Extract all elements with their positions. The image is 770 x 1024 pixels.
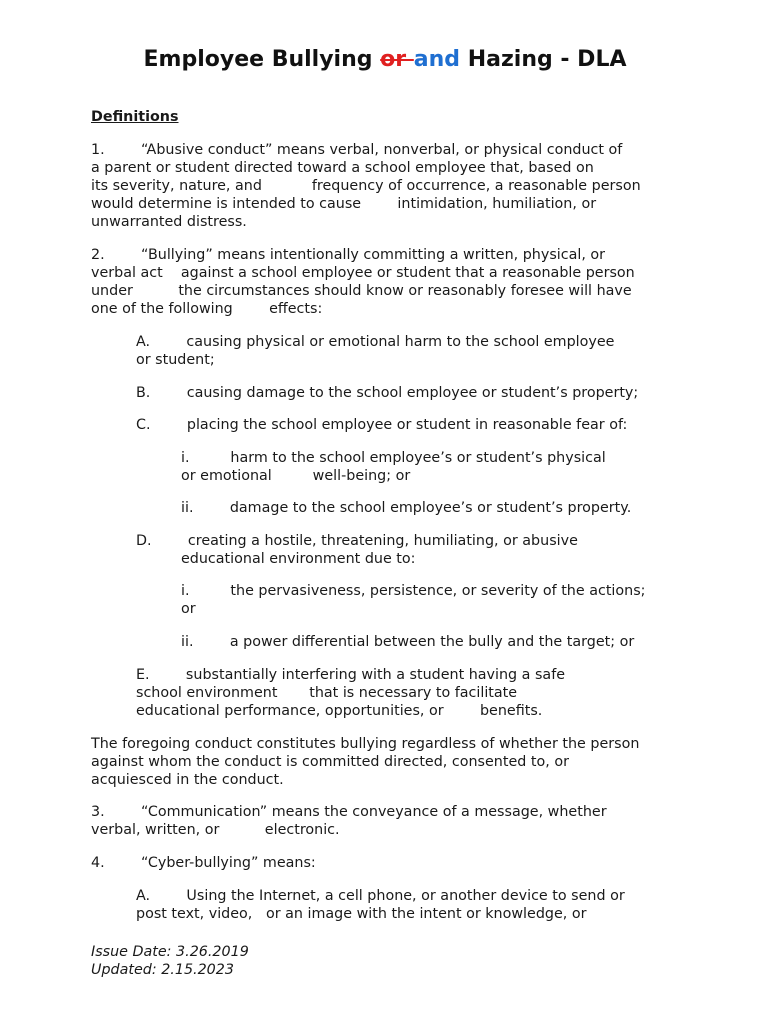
item-1-line-3: its severity, nature, and frequency of occurrence, a reasonable person bbox=[91, 178, 641, 194]
item-4-a-line-2: post text, video, or an image with the intent or knowledge, or bbox=[136, 906, 587, 922]
item-2-line-3: under the circumstances should know or reasonably foresee will have bbox=[91, 283, 632, 299]
item-c-i-line-1: i. harm to the school employee’s or student’s physical bbox=[181, 450, 606, 466]
title-inserted-word: and bbox=[413, 47, 461, 72]
item-2-line-2: verbal act against a school employee or student that a reasonable person bbox=[91, 265, 635, 281]
item-4: 4. “Cyber-bullying” means: bbox=[91, 855, 316, 871]
document-title bbox=[0, 46, 770, 74]
item-e-line-3: educational performance, opportunities, or benefits. bbox=[136, 703, 543, 719]
definitions-heading: Definitions bbox=[91, 109, 179, 125]
item-c: C. placing the school employee or student in reasonable fear of: bbox=[136, 417, 628, 433]
item-c-ii: ii. damage to the school employee’s or student’s property. bbox=[181, 500, 632, 516]
item-d-i-line-1: i. the pervasiveness, persistence, or severity of the actions; bbox=[181, 583, 646, 599]
item-d-ii: ii. a power differential between the bully and the target; or bbox=[181, 634, 635, 650]
item-1-line-5: unwarranted distress. bbox=[91, 214, 247, 230]
footer-updated-date: Updated: 2.15.2023 bbox=[91, 962, 234, 978]
item-c-i-line-2: or emotional well-being; or bbox=[181, 468, 411, 484]
item-d-i-line-2: or bbox=[181, 601, 196, 617]
foregoing-line-1: The foregoing conduct constitutes bullying regardless of whether the person bbox=[91, 736, 640, 752]
item-a-line-1: A. causing physical or emotional harm to the school employee bbox=[136, 334, 615, 350]
item-a-line-2: or student; bbox=[136, 352, 215, 368]
item-2-line-4: one of the following effects: bbox=[91, 301, 323, 317]
item-e-line-2: school environment that is necessary to facilitate bbox=[136, 685, 518, 701]
foregoing-line-2: against whom the conduct is committed directed, consented to, or bbox=[91, 754, 569, 770]
item-d-line-2: educational environment due to: bbox=[181, 551, 416, 567]
item-1-line-2: a parent or student directed toward a school employee that, based on bbox=[91, 160, 594, 176]
item-e-line-1: E. substantially interfering with a student having a safe bbox=[136, 667, 566, 683]
title-prefix: Employee Bullying bbox=[143, 47, 381, 72]
item-4-a-line-1: A. Using the Internet, a cell phone, or another device to send or bbox=[136, 888, 625, 904]
item-b: B. causing damage to the school employee or student’s property; bbox=[136, 385, 639, 401]
item-1-line-4: would determine is intended to cause intimidation, humiliation, or bbox=[91, 196, 597, 212]
title-suffix: Hazing - DLA bbox=[460, 47, 627, 72]
item-3-line-2: verbal, written, or electronic. bbox=[91, 822, 340, 838]
foregoing-line-3: acquiesced in the conduct. bbox=[91, 772, 284, 788]
title-deleted-word: or bbox=[380, 47, 414, 72]
item-1-line-1: 1. “Abusive conduct” means verbal, nonverbal, or physical conduct of bbox=[91, 142, 623, 158]
item-d-line-1: D. creating a hostile, threatening, humiliating, or abusive bbox=[136, 533, 578, 549]
item-3-line-1: 3. “Communication” means the conveyance of a message, whether bbox=[91, 804, 607, 820]
footer-issue-date: Issue Date: 3.26.2019 bbox=[91, 944, 249, 960]
item-2-line-1: 2. “Bullying” means intentionally committing a written, physical, or bbox=[91, 247, 606, 263]
